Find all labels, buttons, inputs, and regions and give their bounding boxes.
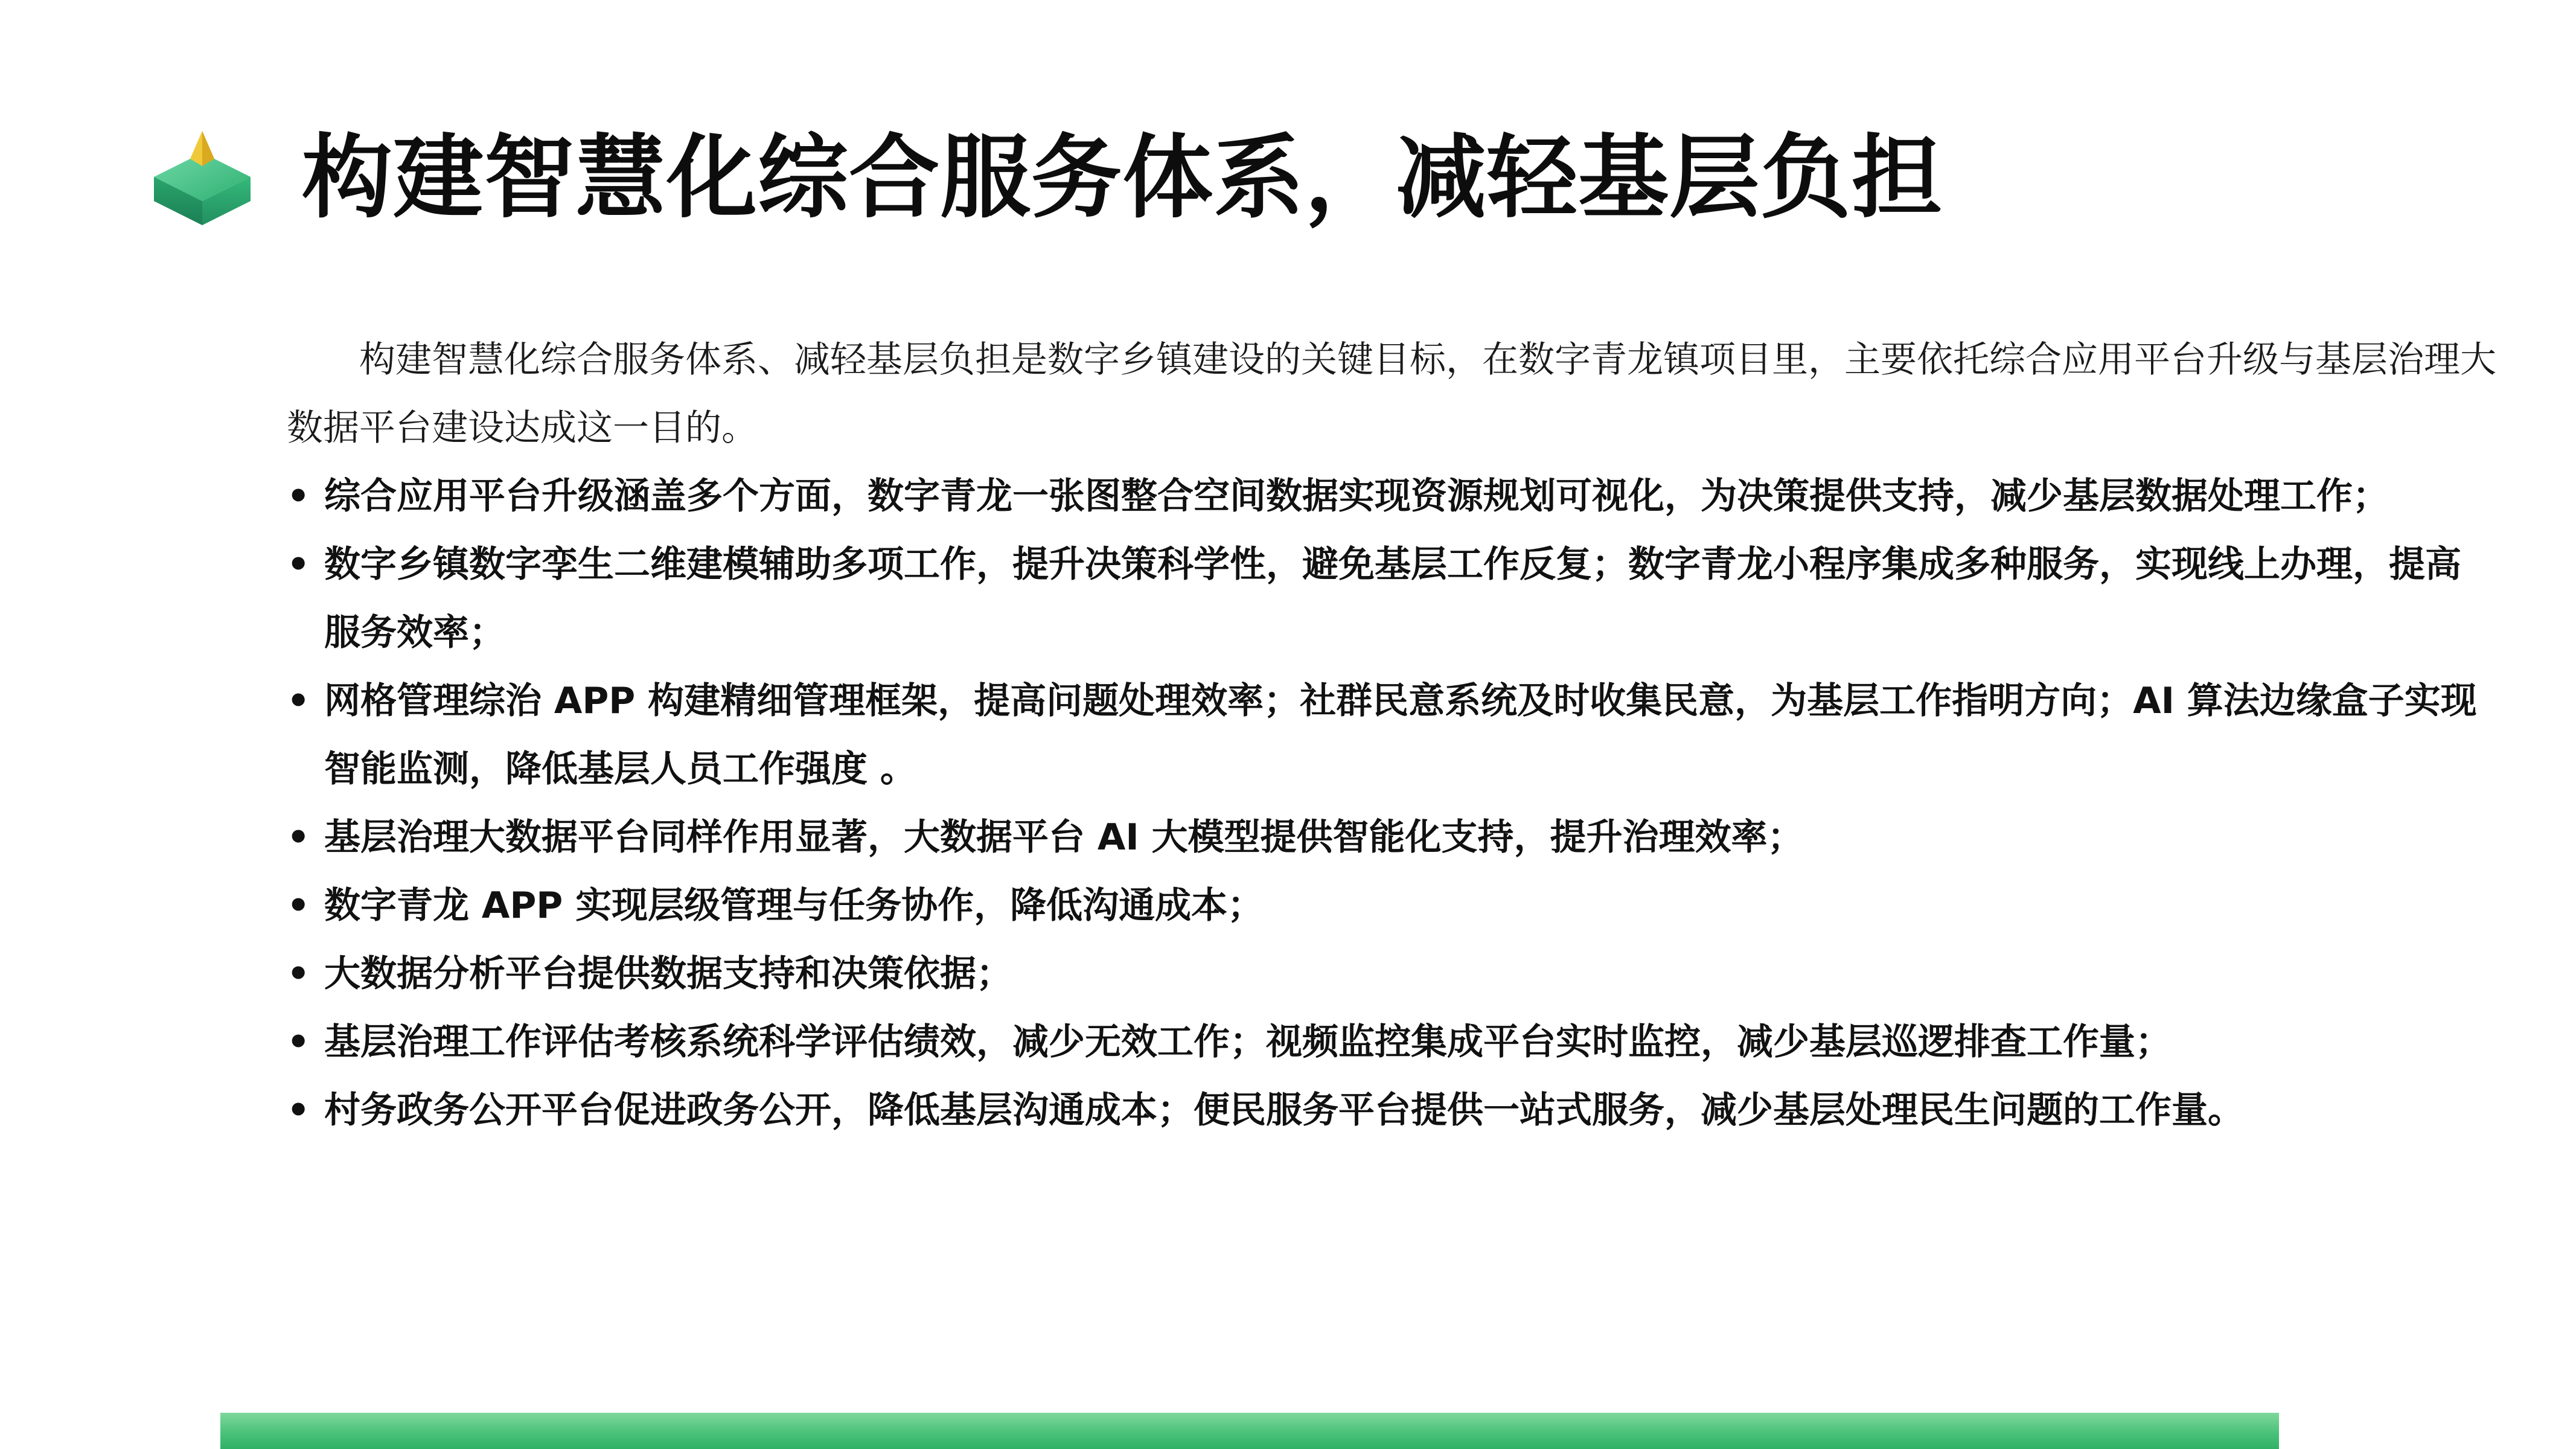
cube-logo-icon [151,130,254,226]
list-item [287,1076,2496,1145]
list-item [287,804,2496,872]
bullet-text: 综合应用平台升级涵盖多个方面，数字青龙一张图整合空间数据实现资源规划可视化，为决策提供支持，减少基层数据处理工作； [324,475,2389,517]
bullet-text: 网格管理综治 APP 构建精细管理框架，提高问题处理效率；社群民意系统及时收集民意，为基层工作指明方向；AI 算法边缘盒子实现智能监测，降低基层人员工作强度 。 [324,680,2477,790]
bullet-text: 基层治理大数据平台同样作用显著，大数据平台 AI 大模型提供智能化支持，提升治理效率； [324,816,1804,859]
list-item [287,940,2496,1008]
bullet-text: 数字乡镇数字孪生二维建模辅助多项工作，提升决策科学性，避免基层工作反复；数字青龙小程序集成多种服务，实现线上办理，提高服务效率； [324,543,2461,654]
bullet-icon: • [287,953,310,995]
bullet-list [287,462,2496,1145]
bullet-text: 村务政务公开平台促进政务公开，降低基层沟通成本；便民服务平台提供一站式服务，减少基层处理民生问题的工作量。 [324,1089,2244,1131]
bullet-icon: • [287,884,310,927]
list-item [287,462,2496,531]
page-title: 构建智慧化综合服务体系，减轻基层负担 [302,126,1943,231]
list-item [287,872,2496,940]
bullet-icon: • [287,816,310,859]
list-item [287,1008,2496,1076]
body-content [287,326,2496,1145]
intro-paragraph: 构建智慧化综合服务体系、减轻基层负担是数字乡镇建设的关键目标，在数字青龙镇项目里，主要依托综合应用平台升级与基层治理大数据平台建设达成这一目的。 [287,339,2496,449]
bullet-icon: • [287,1089,310,1131]
bullet-icon: • [287,475,310,517]
bullet-icon: • [287,1021,310,1063]
bullet-text: 基层治理工作评估考核系统科学评估绩效，减少无效工作；视频监控集成平台实时监控，减少基层巡逻排查工作量； [324,1021,2172,1063]
bullet-icon: • [287,543,310,586]
bullet-text: 数字青龙 APP 实现层级管理与任务协作，降低沟通成本； [324,884,1264,927]
list-item [287,667,2496,804]
bullet-text: 大数据分析平台提供数据支持和决策依据； [324,953,1012,995]
list-item [287,531,2496,667]
bottom-accent-bar [220,1413,2279,1449]
bullet-icon: • [287,680,310,722]
